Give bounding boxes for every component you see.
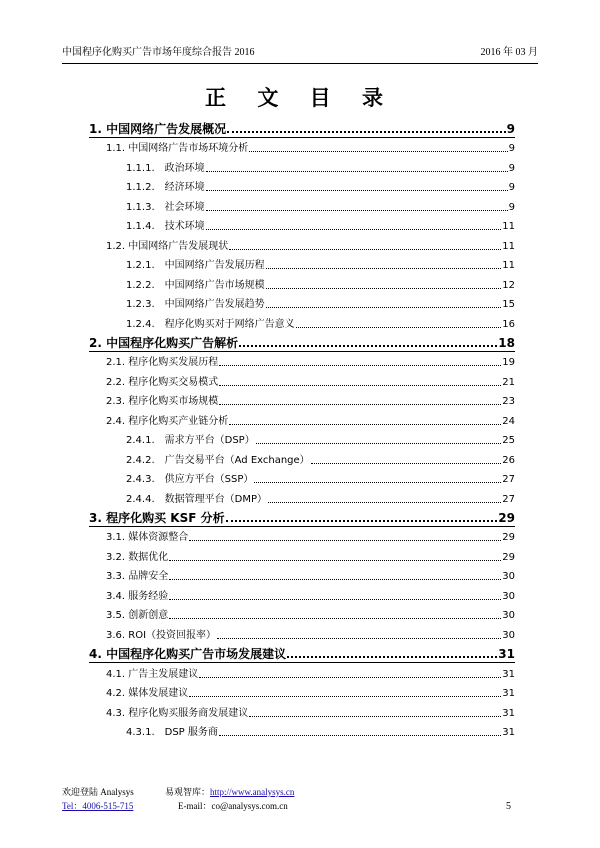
toc-entry-label: 3.6. ROI（投资回报率） xyxy=(106,629,217,641)
toc-entry-level-2[interactable] xyxy=(106,371,515,389)
footer-email: E-mail：co@analysys.com.cn xyxy=(178,801,288,811)
toc-entry-level-2[interactable] xyxy=(106,604,515,622)
toc-entry-label: 2.2. 程序化购买交易模式 xyxy=(106,376,219,388)
toc-entry-level-3[interactable] xyxy=(126,157,515,175)
toc-entry-label: 2.1. 程序化购买发展历程 xyxy=(106,357,219,369)
toc-entry-label: 2.4.1. 需求方平台（DSP） xyxy=(126,435,255,447)
toc-entry-level-1[interactable] xyxy=(89,643,515,661)
toc-entry-label: 4.2. 媒体发展建议 xyxy=(106,688,189,700)
toc-entry-page: 31 xyxy=(502,726,515,738)
toc-entry-level-3[interactable] xyxy=(126,274,515,292)
toc-entry-label: 3.5. 创新创意 xyxy=(106,610,169,622)
toc-dot-leader xyxy=(229,249,501,250)
toc-entry-page: 29 xyxy=(498,511,515,525)
toc-dot-leader xyxy=(219,735,501,736)
header-report-title: 中国程序化购买广告市场年度综合报告 2016 xyxy=(62,47,255,58)
toc-entry-page: 27 xyxy=(502,474,515,486)
toc-entry-level-3[interactable] xyxy=(126,313,515,331)
toc-entry-page: 15 xyxy=(502,299,515,311)
toc-entry-level-3[interactable] xyxy=(126,449,515,467)
toc-dot-leader xyxy=(254,482,501,483)
footer-tel-link[interactable]: Tel：4006-515-715 xyxy=(62,801,134,811)
toc-entry-page: 27 xyxy=(502,493,515,505)
toc-entry-level-3[interactable] xyxy=(126,468,515,486)
toc-entry-label: 1.1.3. 社会环境 xyxy=(126,201,205,213)
footer-zhiku xyxy=(165,786,294,799)
toc-entry-page: 23 xyxy=(502,396,515,408)
toc-dot-leader xyxy=(217,638,501,639)
toc-entry-level-2[interactable] xyxy=(106,546,515,564)
toc-dot-leader xyxy=(229,424,501,425)
toc-entry-label: 2.4.2. 广告交易平台（Ad Exchange） xyxy=(126,454,310,466)
toc-dot-leader xyxy=(169,579,501,580)
toc-entry-level-2[interactable] xyxy=(106,565,515,583)
toc-dot-leader xyxy=(296,327,502,328)
toc-entry-level-2[interactable] xyxy=(106,351,515,369)
toc-entry-label: 1.2.4. 程序化购买对于网络广告意义 xyxy=(126,318,295,330)
toc-dot-leader xyxy=(189,696,501,697)
toc-dot-leader xyxy=(266,268,502,269)
toc-entry-label: 4.3.1. DSP 服务商 xyxy=(126,726,218,738)
header-date: 2016 年 03 月 xyxy=(480,47,538,58)
toc-entry-page: 12 xyxy=(502,279,515,291)
toc-entry-label: 2.4.3. 供应方平台（SSP） xyxy=(126,474,254,486)
toc-entry-label: 4.1. 广告主发展建议 xyxy=(106,668,199,680)
toc-dot-leader xyxy=(266,288,502,289)
toc-entry-page: 11 xyxy=(502,221,515,233)
toc-entry-label: 1.2.3. 中国网络广告发展趋势 xyxy=(126,299,265,311)
toc-entry-label: 2.4.4. 数据管理平台（DMP） xyxy=(126,493,267,505)
toc-entry-level-3[interactable] xyxy=(126,176,515,194)
toc-entry-level-3[interactable] xyxy=(126,254,515,272)
toc-entry-label: 1.2.1. 中国网络广告发展历程 xyxy=(126,260,265,272)
toc-dot-leader xyxy=(169,560,501,561)
toc-dot-leader xyxy=(206,171,508,172)
toc-entry-level-3[interactable] xyxy=(126,196,515,214)
toc-dot-leader xyxy=(249,151,507,152)
toc-entry-level-2[interactable] xyxy=(106,682,515,700)
toc-entry-label: 4.3. 程序化购买服务商发展建议 xyxy=(106,707,249,719)
toc-entry-page: 9 xyxy=(508,143,515,155)
toc-entry-label: 1.2. 中国网络广告发展现状 xyxy=(106,240,229,252)
toc-entry-page: 31 xyxy=(502,688,515,700)
toc-entry-label: 3.1. 媒体资源整合 xyxy=(106,532,189,544)
toc-entry-level-2[interactable] xyxy=(106,526,515,544)
toc-entry-level-3[interactable] xyxy=(126,215,515,233)
toc-entry-level-2[interactable] xyxy=(106,663,515,681)
toc-entry-level-2[interactable] xyxy=(106,235,515,253)
toc-entry-page: 9 xyxy=(508,182,515,194)
toc-entry-page: 11 xyxy=(502,260,515,272)
toc-entry-page: 21 xyxy=(502,376,515,388)
toc-entry-page: 31 xyxy=(498,647,515,662)
footer-login-text: 欢迎登陆 Analysys xyxy=(62,787,134,797)
toc-dot-leader xyxy=(249,716,501,717)
toc-entry-label: 2.3. 程序化购买市场规模 xyxy=(106,396,219,408)
toc-entry-page: 24 xyxy=(502,415,515,427)
toc-entry-page: 9 xyxy=(506,122,515,136)
page-header xyxy=(62,47,538,64)
toc-entry-label: 1. 中国网络广告发展概况 xyxy=(89,122,227,136)
toc-dot-leader xyxy=(206,229,502,230)
toc-entry-label: 3.3. 品牌安全 xyxy=(106,571,169,583)
toc-entry-label: 3.4. 服务经验 xyxy=(106,590,169,602)
toc-entry-level-2[interactable] xyxy=(106,702,515,720)
toc-dot-leader xyxy=(169,599,501,600)
toc-dot-leader xyxy=(266,307,502,308)
toc-dot-leader xyxy=(219,404,501,405)
toc-entry-level-3[interactable] xyxy=(126,721,515,739)
page-title: 正 文 目 录 xyxy=(205,86,395,110)
toc-entry-level-1[interactable] xyxy=(89,507,515,525)
toc-entry-page: 29 xyxy=(502,532,515,544)
toc-entry-page: 30 xyxy=(502,610,515,622)
toc-entry-page: 9 xyxy=(508,201,515,213)
page-number: 5 xyxy=(506,801,511,812)
toc-entry-label: 1.1. 中国网络广告市场环境分析 xyxy=(106,143,249,155)
toc-entry-label: 3. 程序化购买 KSF 分析 xyxy=(89,511,225,525)
toc-entry-label: 1.1.2. 经济环境 xyxy=(126,182,205,194)
footer-zhiku-link[interactable]: http://www.analysys.cn xyxy=(210,787,295,797)
toc-entry-page: 31 xyxy=(502,668,515,680)
toc-entry-page: 19 xyxy=(502,357,515,369)
toc-entry-page: 30 xyxy=(502,590,515,602)
toc-entry-label: 1.1.1. 政治环境 xyxy=(126,162,205,174)
toc-dot-leader xyxy=(169,618,501,619)
toc-dot-leader xyxy=(206,210,508,211)
toc-entry-label: 3.2. 数据优化 xyxy=(106,551,169,563)
toc-entry-level-2[interactable] xyxy=(106,390,515,408)
toc-entry-page: 31 xyxy=(502,707,515,719)
toc-dot-leader xyxy=(189,540,501,541)
toc-dot-leader xyxy=(206,190,508,191)
toc-entry-level-1[interactable] xyxy=(89,332,515,350)
toc-dot-leader xyxy=(227,131,506,133)
toc-dot-leader xyxy=(287,656,497,658)
toc-entry-page: 16 xyxy=(502,318,515,330)
toc-dot-leader xyxy=(239,345,497,347)
toc-entry-page: 30 xyxy=(502,571,515,583)
toc-entry-page: 9 xyxy=(508,162,515,174)
toc-entry-page: 29 xyxy=(502,551,515,563)
toc-dot-leader xyxy=(256,443,502,444)
toc-entry-level-2[interactable] xyxy=(106,410,515,428)
toc-entry-label: 2.4. 程序化购买产业链分析 xyxy=(106,415,229,427)
toc-entry-page: 30 xyxy=(502,629,515,641)
toc-dot-leader xyxy=(226,520,498,522)
toc-entry-level-3[interactable] xyxy=(126,293,515,311)
toc-entry-level-2[interactable] xyxy=(106,624,515,642)
toc-dot-leader xyxy=(219,365,501,366)
toc-entry-page: 11 xyxy=(502,240,515,252)
toc-entry-level-2[interactable] xyxy=(106,137,515,155)
footer-zhiku-label: 易观智库： xyxy=(165,787,211,797)
toc-dot-leader xyxy=(311,463,502,464)
toc-entry-label: 4. 中国程序化购买广告市场发展建议 xyxy=(89,647,287,662)
toc-entry-page: 25 xyxy=(502,435,515,447)
toc-entry-label: 1.2.2. 中国网络广告市场规模 xyxy=(126,279,265,291)
toc-entry-level-2[interactable] xyxy=(106,585,515,603)
toc-entry-level-1[interactable] xyxy=(89,118,515,136)
toc-entry-page: 26 xyxy=(502,454,515,466)
toc-entry-level-3[interactable] xyxy=(126,488,515,506)
toc-entry-page: 18 xyxy=(498,335,515,350)
toc-entry-label: 1.1.4. 技术环境 xyxy=(126,221,205,233)
toc-entry-label: 2. 中国程序化购买广告解析 xyxy=(89,335,239,350)
toc-dot-leader xyxy=(199,677,501,678)
toc-entry-level-3[interactable] xyxy=(126,429,515,447)
toc-dot-leader xyxy=(268,502,501,503)
toc-dot-leader xyxy=(219,385,501,386)
